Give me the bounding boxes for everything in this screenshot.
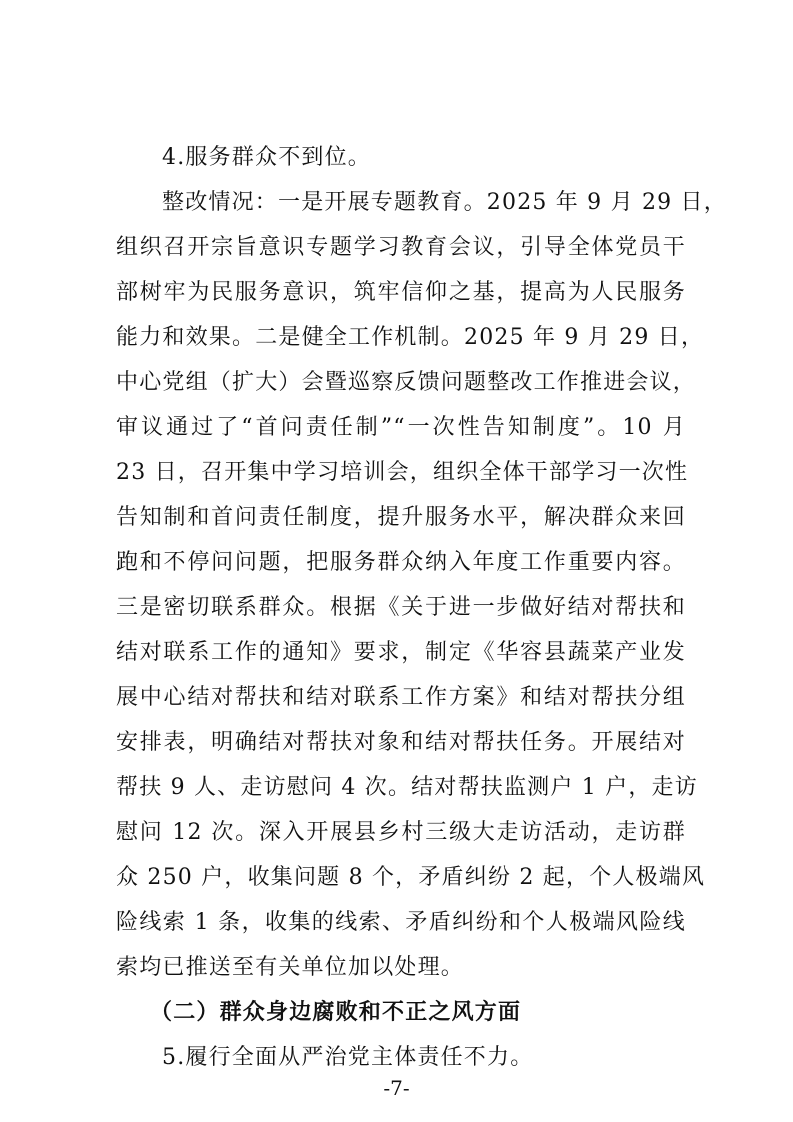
paragraph-line: 帮扶 9 人、走访慰问 4 次。结对帮扶监测户 1 户，走访 (116, 775, 698, 800)
paragraph-line: 审议通过了“首问责任制”“一次性告知制度”。10 月 (116, 415, 686, 440)
section-heading: （二）群众身边腐败和不正之风方面 (150, 1000, 522, 1025)
paragraph-line: 结对联系工作的通知》要求，制定《华容县蔬菜产业发 (116, 640, 686, 665)
item-heading-4: 4.服务群众不到位。 (162, 145, 371, 170)
paragraph-line: 慰问 12 次。深入开展县乡村三级大走访活动，走访群 (116, 820, 686, 845)
paragraph-line: 三是密切联系群众。根据《关于进一步做好结对帮扶和 (116, 595, 686, 620)
paragraph-line: 险线索 1 条，收集的线索、矛盾纠纷和个人极端风险线 (116, 910, 686, 935)
paragraph-line: 安排表，明确结对帮扶对象和结对帮扶任务。开展结对 (116, 730, 686, 755)
paragraph-line-last: 索均已推送至有关单位加以处理。 (116, 955, 465, 980)
paragraph-line: 跑和不停问问题，把服务群众纳入年度工作重要内容。 (116, 550, 686, 575)
item-heading-5: 5.履行全面从严治党主体责任不力。 (162, 1045, 534, 1070)
paragraph-line: 展中心结对帮扶和结对联系工作方案》和结对帮扶分组 (116, 685, 686, 710)
paragraph-line: 众 250 户，收集问题 8 个，矛盾纠纷 2 起，个人极端风 (116, 865, 706, 890)
paragraph-line: 23 日，召开集中学习培训会，组织全体干部学习一次性 (116, 460, 689, 485)
page-number: -7- (383, 1076, 410, 1100)
paragraph-line: 组织召开宗旨意识专题学习教育会议，引导全体党员干 (116, 235, 686, 260)
paragraph-line: 部树牢为民服务意识，筑牢信仰之基，提高为人民服务 (116, 280, 686, 305)
paragraph-line: 整改情况：一是开展专题教育。2025 年 9 月 29 日， (162, 190, 727, 215)
paragraph-line: 中心党组（扩大）会暨巡察反馈问题整改工作推进会议， (116, 370, 697, 395)
paragraph-line: 告知制和首问责任制度，提升服务水平，解决群众来回 (116, 505, 686, 530)
paragraph-line: 能力和效果。二是健全工作机制。2025 年 9 月 29 日， (116, 325, 705, 350)
